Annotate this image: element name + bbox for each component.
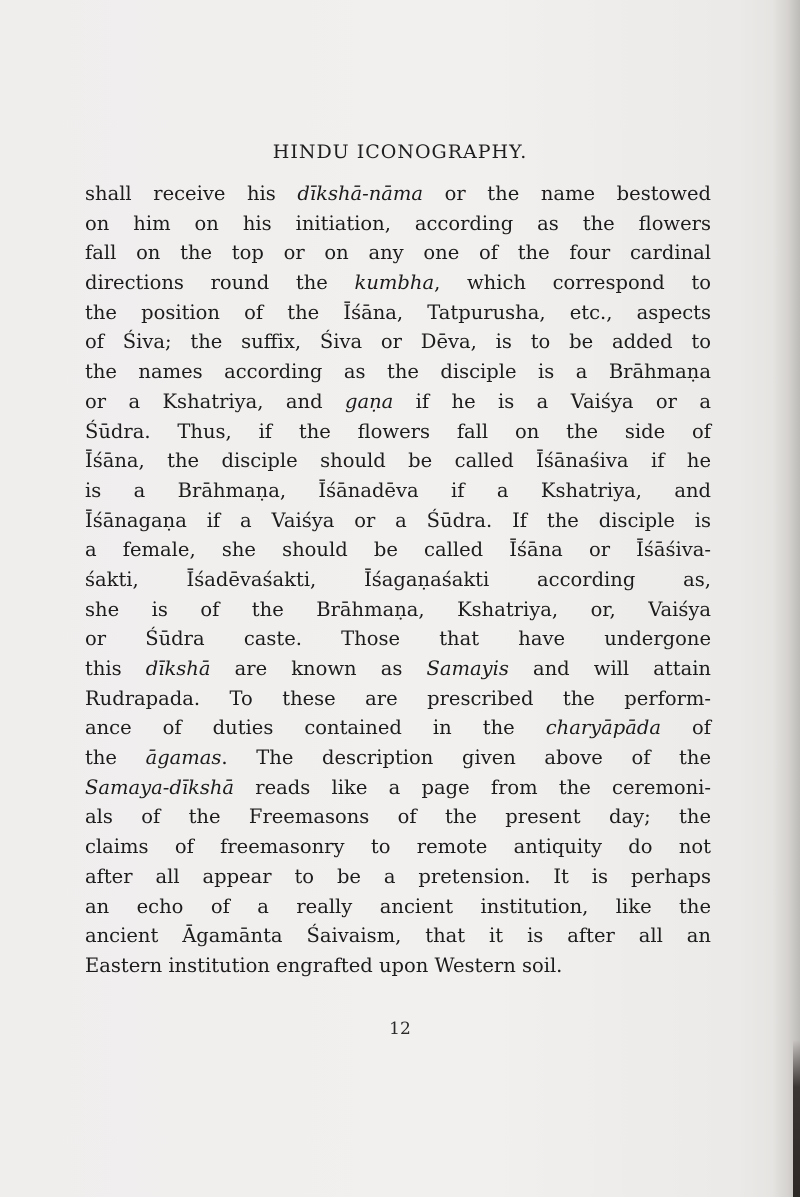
italic-term: charyāpāda xyxy=(545,716,662,740)
text-run: of xyxy=(661,716,712,740)
text-run: fall on the top or on any one of the four cardinal xyxy=(85,241,711,265)
text-line xyxy=(85,743,711,773)
text-run: after all appear to be a pretension. It is perhaps xyxy=(85,864,711,888)
text-run: a female, she should be called Īśāna or Īśāśiva- xyxy=(85,538,711,562)
running-title: HINDU ICONOGRAPHY. xyxy=(272,141,528,163)
page-edge-dark-strip xyxy=(793,1040,800,1197)
text-run: reads like a page from the ceremoni- xyxy=(234,775,711,799)
text-run: shall receive his xyxy=(85,182,298,205)
text-line xyxy=(85,268,711,298)
text-line xyxy=(85,209,711,239)
text-run: or Śūdra caste. Those that have undergone xyxy=(85,627,711,651)
text-line xyxy=(85,832,711,862)
text-line xyxy=(85,654,711,684)
text-run: an echo of a really ancient institution, like the xyxy=(85,894,711,918)
text-run: on him on his initiation, according as the flowers xyxy=(85,211,711,235)
page-edge-shadow xyxy=(772,0,800,1197)
text-run: or a Kshatriya, and xyxy=(85,389,345,413)
italic-term: dīkshā-nāma xyxy=(297,182,424,205)
text-line xyxy=(85,713,711,743)
italic-term: Samayis xyxy=(426,657,509,680)
text-run: ancient Āgamānta Śaivaism, that it is after all an xyxy=(85,924,711,948)
text-line xyxy=(85,624,711,654)
text-run: , which correspond to xyxy=(434,271,712,295)
text-line xyxy=(85,446,711,476)
text-run: if he is a Vaiśya or a xyxy=(393,389,711,413)
text-line xyxy=(85,802,711,832)
text-run: of Śiva; the suffix, Śiva or Dēva, is to be added to xyxy=(85,330,711,354)
text-line xyxy=(85,357,711,387)
text-run: Śūdra. Thus, if the flowers fall on the side of xyxy=(85,419,711,443)
italic-term: Samaya-dīkshā xyxy=(85,775,235,799)
text-line xyxy=(85,951,711,981)
text-run: Rudrapada. To these are prescribed the perform- xyxy=(85,686,711,710)
page-number: 12 xyxy=(389,1019,411,1039)
italic-term: āgamas xyxy=(145,746,222,770)
body-text xyxy=(85,179,711,981)
text-run: are known as xyxy=(210,657,427,680)
text-line xyxy=(85,417,711,447)
italic-term: gaṇa xyxy=(344,389,394,413)
text-line xyxy=(85,684,711,714)
text-line xyxy=(85,535,711,565)
text-run: directions round the xyxy=(85,271,355,295)
text-run: the xyxy=(85,746,146,770)
italic-term: dīkshā xyxy=(145,657,211,680)
text-line xyxy=(85,476,711,506)
text-line xyxy=(85,773,711,803)
text-run: the position of the Īśāna, Tatpurusha, etc., aspects xyxy=(85,300,711,324)
text-run: als of the Freemasons of the present day; the xyxy=(85,805,711,829)
text-run: and will attain xyxy=(508,657,711,680)
text-run: claims of freemasonry to remote antiquity do not xyxy=(85,835,711,859)
text-line xyxy=(85,892,711,922)
text-run: Eastern institution engrafted upon Western soil. xyxy=(85,953,563,977)
text-run: śakti, Īśadēvaśakti, Īśagaṇaśakti according as, xyxy=(85,567,711,591)
text-run: she is of the Brāhmaṇa, Kshatriya, or, Vaiśya xyxy=(85,597,711,621)
text-line xyxy=(85,179,711,209)
text-line xyxy=(85,238,711,268)
text-run: or the name bestowed xyxy=(423,182,711,205)
text-run: Īśānagaṇa if a Vaiśya or a Śūdra. If the disciple is xyxy=(85,508,711,532)
text-line xyxy=(85,595,711,625)
text-line xyxy=(85,387,711,417)
text-line xyxy=(85,862,711,892)
text-run: ance of duties contained in the xyxy=(85,716,546,740)
text-run: this xyxy=(85,657,146,680)
text-run: is a Brāhmaṇa, Īśānadēva if a Kshatriya, and xyxy=(85,478,711,502)
text-run: Īśāna, the disciple should be called Īśānaśiva if he xyxy=(85,449,711,473)
text-line xyxy=(85,327,711,357)
text-line xyxy=(85,506,711,536)
text-line xyxy=(85,565,711,595)
text-run: . The description given above of the xyxy=(221,746,711,770)
text-run: the names according as the disciple is a Brāhmaṇa xyxy=(85,360,711,384)
text-line xyxy=(85,921,711,951)
italic-term: kumbha xyxy=(354,271,435,295)
text-line xyxy=(85,298,711,328)
